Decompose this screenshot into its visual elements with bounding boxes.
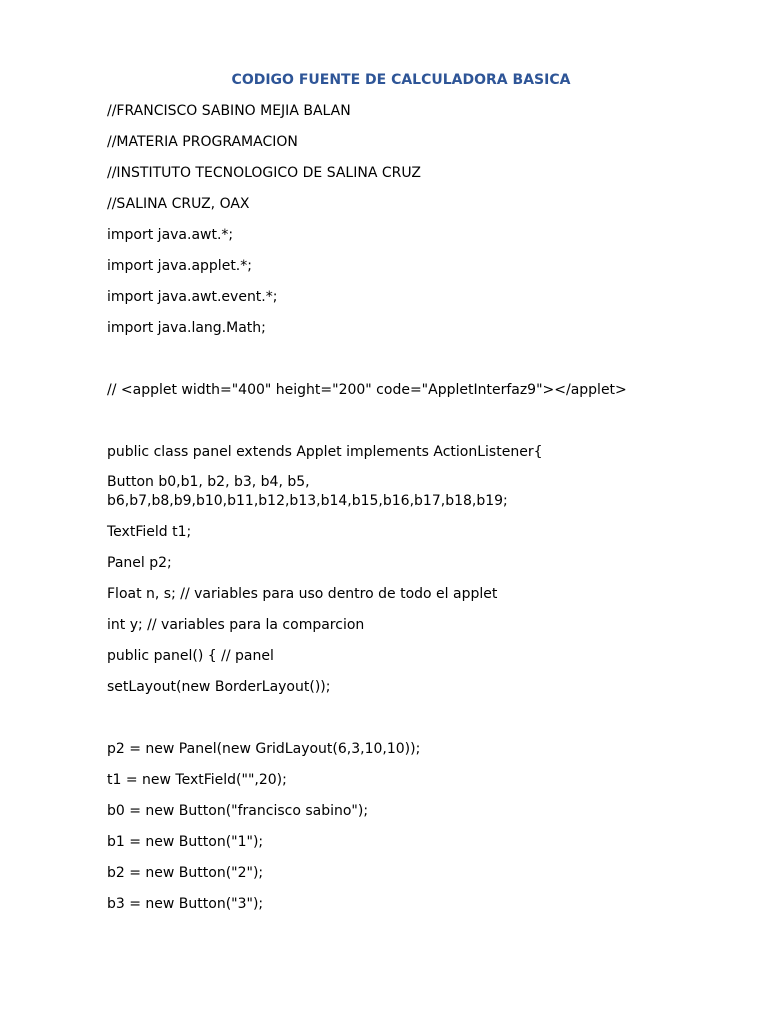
code-line-int-var: int y; // variables para la comparcion (107, 617, 365, 633)
code-line-applet-tag: // <applet width="400" height="200" code="AppletInterfaz9"></applet> (107, 382, 627, 398)
code-line-set-layout: setLayout(new BorderLayout()); (107, 679, 331, 695)
code-line-subject: //MATERIA PROGRAMACION (107, 134, 298, 150)
code-line-import-event: import java.awt.event.*; (107, 289, 278, 305)
code-line-author: //FRANCISCO SABINO MEJIA BALAN (107, 103, 351, 119)
code-line-institute: //INSTITUTO TECNOLOGICO DE SALINA CRUZ (107, 165, 421, 181)
code-line-grid-panel: p2 = new Panel(new GridLayout(6,3,10,10)); (107, 741, 421, 757)
code-line-class-declaration: public class panel extends Applet implements ActionListener{ (107, 444, 543, 460)
code-line-import-math: import java.lang.Math; (107, 320, 266, 336)
code-line-textfield: TextField t1; (107, 524, 192, 540)
code-line-float-vars: Float n, s; // variables para uso dentro de todo el applet (107, 586, 498, 602)
code-line-panel: Panel p2; (107, 555, 172, 571)
code-line-new-textfield: t1 = new TextField("",20); (107, 772, 287, 788)
code-line-buttons-1: Button b0,b1, b2, b3, b4, b5, (107, 474, 310, 490)
code-line-location: //SALINA CRUZ, OAX (107, 196, 250, 212)
code-line-button-b3: b3 = new Button("3"); (107, 896, 264, 912)
code-line-button-b0: b0 = new Button("francisco sabino"); (107, 803, 369, 819)
code-line-button-b1: b1 = new Button("1"); (107, 834, 264, 850)
code-line-button-b2: b2 = new Button("2"); (107, 865, 264, 881)
code-line-import-awt: import java.awt.*; (107, 227, 234, 243)
document-title: CODIGO FUENTE DE CALCULADORA BASICA (231, 72, 571, 88)
code-line-constructor: public panel() { // panel (107, 648, 274, 664)
code-line-import-applet: import java.applet.*; (107, 258, 252, 274)
code-line-buttons-2: b6,b7,b8,b9,b10,b11,b12,b13,b14,b15,b16,b17,b18,b19; (107, 493, 508, 509)
